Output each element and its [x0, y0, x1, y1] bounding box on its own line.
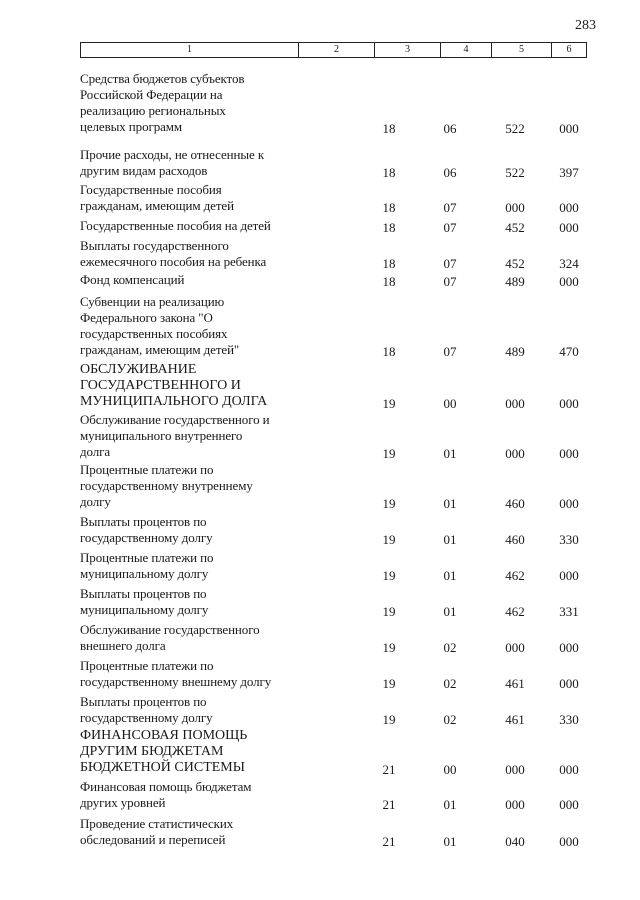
table-cell-c4: 02 [443, 676, 457, 691]
table-row-label [80, 294, 305, 358]
row-label-line: другим видам расходов [80, 163, 208, 178]
table-row-label [80, 182, 305, 214]
table-cell-c4: 07 [443, 256, 457, 271]
row-label-line: Процентные платежи по [80, 462, 214, 477]
row-label-line: государственному внутреннему [80, 478, 253, 493]
table-cell-c6: 330 [559, 532, 579, 547]
row-label-line: гражданам, имеющим детей [80, 198, 234, 213]
table-cell-c5: 000 [505, 396, 525, 411]
table-cell-c5: 000 [505, 640, 525, 655]
table-cell-c4: 01 [443, 446, 457, 461]
table-row-label [80, 779, 305, 811]
table-row-label [80, 816, 305, 848]
row-label-line: Выплаты процентов по [80, 694, 207, 709]
table-row-label [80, 622, 305, 654]
row-label-line: внешнего долга [80, 638, 166, 653]
row-label-line: целевых программ [80, 119, 183, 134]
table-row-label [80, 147, 305, 179]
table-cell-c6: 000 [559, 640, 579, 655]
page-number: 283 [575, 18, 596, 33]
table-cell-c3: 18 [382, 274, 396, 289]
column-header-3: 3 [405, 44, 410, 55]
row-label-line: Финансовая помощь бюджетам [80, 779, 252, 794]
table-cell-c5: 452 [505, 256, 525, 271]
row-label-line: Выплаты процентов по [80, 514, 207, 529]
row-label-line: ГОСУДАРСТВЕННОГО И [80, 378, 241, 393]
row-label-line: МУНИЦИПАЛЬНОГО ДОЛГА [80, 394, 268, 409]
table-row-label [80, 218, 305, 234]
column-header-2: 2 [334, 44, 339, 55]
column-header-5: 5 [519, 44, 524, 55]
row-label-line: гражданам, имеющим детей" [80, 342, 240, 357]
table-cell-c5: 462 [505, 604, 525, 619]
table-cell-c3: 19 [382, 640, 396, 655]
row-label-line: муниципального внутреннего [80, 428, 243, 443]
table-cell-c5: 522 [505, 121, 525, 136]
table-row-label [80, 272, 305, 288]
row-label-line: обследований и переписей [80, 832, 226, 847]
table-cell-c3: 21 [382, 762, 396, 777]
table-cell-c3: 19 [382, 604, 396, 619]
table-cell-c4: 01 [443, 834, 457, 849]
table-cell-c5: 460 [505, 496, 525, 511]
table-cell-c6: 330 [559, 712, 579, 727]
table-cell-c6: 000 [559, 568, 579, 583]
table-cell-c6: 397 [559, 165, 579, 180]
table-row-label [80, 586, 305, 618]
table-cell-c5: 000 [505, 797, 525, 812]
row-label-line: долга [80, 444, 111, 459]
row-label-line: других уровней [80, 795, 166, 810]
table-cell-c4: 00 [443, 762, 457, 777]
table-row-label [80, 658, 305, 690]
row-label-line: государственных пособиях [80, 326, 228, 341]
table-cell-c5: 461 [505, 676, 525, 691]
row-label-line: Обслуживание государственного и [80, 412, 270, 427]
column-header-row [80, 42, 587, 58]
table-cell-c6: 000 [559, 797, 579, 812]
table-cell-c3: 18 [382, 344, 396, 359]
row-label-line: Российской Федерации на [80, 87, 223, 102]
table-cell-c6: 000 [559, 676, 579, 691]
table-cell-c3: 19 [382, 532, 396, 547]
row-label-line: Проведение статистических [80, 816, 234, 831]
table-cell-c5: 460 [505, 532, 525, 547]
table-cell-c3: 19 [382, 712, 396, 727]
row-label-line: долгу [80, 494, 111, 509]
row-label-line: муниципальному долгу [80, 602, 209, 617]
table-cell-c3: 21 [382, 797, 396, 812]
table-cell-c6: 470 [559, 344, 579, 359]
table-cell-c5: 040 [505, 834, 525, 849]
row-label-line: Государственные пособия [80, 182, 222, 197]
table-cell-c3: 21 [382, 834, 396, 849]
table-cell-c6: 000 [559, 446, 579, 461]
table-cell-c4: 02 [443, 712, 457, 727]
table-cell-c5: 461 [505, 712, 525, 727]
table-cell-c5: 000 [505, 762, 525, 777]
table-cell-c6: 000 [559, 762, 579, 777]
table-cell-c3: 18 [382, 256, 396, 271]
table-cell-c4: 00 [443, 396, 457, 411]
row-label-line: муниципальному долгу [80, 566, 209, 581]
row-label-line: ДРУГИМ БЮДЖЕТАМ [80, 744, 224, 759]
column-header-4: 4 [463, 44, 469, 55]
table-cell-c3: 19 [382, 446, 396, 461]
table-cell-c5: 000 [505, 200, 525, 215]
table-cell-c4: 06 [443, 165, 457, 180]
row-label-line: Выплаты процентов по [80, 586, 207, 601]
row-label-line: Прочие расходы, не отнесенные к [80, 147, 265, 162]
row-label-line: Федерального закона "О [80, 310, 213, 325]
row-label-line: государственному долгу [80, 530, 213, 545]
table-cell-c3: 19 [382, 396, 396, 411]
table-cell-c5: 452 [505, 220, 525, 235]
table-cell-c4: 01 [443, 568, 457, 583]
table-cell-c6: 000 [559, 496, 579, 511]
table-cell-c4: 07 [443, 200, 457, 215]
row-label-line: Процентные платежи по [80, 658, 214, 673]
table-cell-c6: 000 [559, 121, 579, 136]
row-label-line: ежемесячного пособия на ребенка [80, 254, 267, 269]
table-cell-c3: 18 [382, 200, 396, 215]
table-cell-c5: 462 [505, 568, 525, 583]
table-cell-c4: 06 [443, 121, 457, 136]
table-cell-c3: 18 [382, 165, 396, 180]
table-cell-c4: 01 [443, 496, 457, 511]
table-cell-c4: 07 [443, 274, 457, 289]
column-header-6: 6 [566, 44, 572, 55]
row-label-line: Средства бюджетов субъектов [80, 71, 245, 86]
table-cell-c4: 01 [443, 797, 457, 812]
table-cell-c6: 000 [559, 220, 579, 235]
table-cell-c6: 000 [559, 200, 579, 215]
table-cell-c3: 18 [382, 220, 396, 235]
table-cell-c4: 01 [443, 532, 457, 547]
table-row-label [80, 71, 305, 135]
table-row-label [80, 412, 305, 460]
row-label-line: реализацию региональных [80, 103, 226, 118]
table-cell-c4: 02 [443, 640, 457, 655]
row-label-line: Выплаты государственного [80, 238, 229, 253]
table-cell-c6: 000 [559, 396, 579, 411]
column-header-1: 1 [187, 44, 192, 55]
row-label-line: БЮДЖЕТНОЙ СИСТЕМЫ [80, 760, 245, 775]
table-cell-c6: 331 [559, 604, 579, 619]
table-cell-c3: 19 [382, 496, 396, 511]
table-row-label [80, 362, 305, 410]
table-cell-c5: 000 [505, 446, 525, 461]
table-cell-c6: 000 [559, 834, 579, 849]
table-cell-c5: 522 [505, 165, 525, 180]
table-cell-c6: 000 [559, 274, 579, 289]
table-cell-c5: 489 [505, 274, 525, 289]
row-label-line: Государственные пособия на детей [80, 218, 271, 233]
table-row-label [80, 694, 305, 726]
table-cell-c4: 07 [443, 220, 457, 235]
table-row-label [80, 514, 305, 546]
table-cell-c6: 324 [559, 256, 579, 271]
table-cell-c3: 19 [382, 676, 396, 691]
row-label-line: ОБСЛУЖИВАНИЕ [80, 362, 197, 377]
table-cell-c5: 489 [505, 344, 525, 359]
row-label-line: государственному долгу [80, 710, 213, 725]
row-label-line: государственному внешнему долгу [80, 674, 272, 689]
row-label-line: Процентные платежи по [80, 550, 214, 565]
table-row-label [80, 550, 305, 582]
table-row-label [80, 238, 305, 270]
table-cell-c4: 01 [443, 604, 457, 619]
table-cell-c3: 19 [382, 568, 396, 583]
table-cell-c4: 07 [443, 344, 457, 359]
table-row-label [80, 728, 305, 776]
row-label-line: Фонд компенсаций [80, 272, 185, 287]
row-label-line: Обслуживание государственного [80, 622, 260, 637]
table-row-label [80, 462, 305, 510]
row-label-line: Субвенции на реализацию [80, 294, 225, 309]
table-cell-c3: 18 [382, 121, 396, 136]
row-label-line: ФИНАНСОВАЯ ПОМОЩЬ [80, 728, 248, 743]
